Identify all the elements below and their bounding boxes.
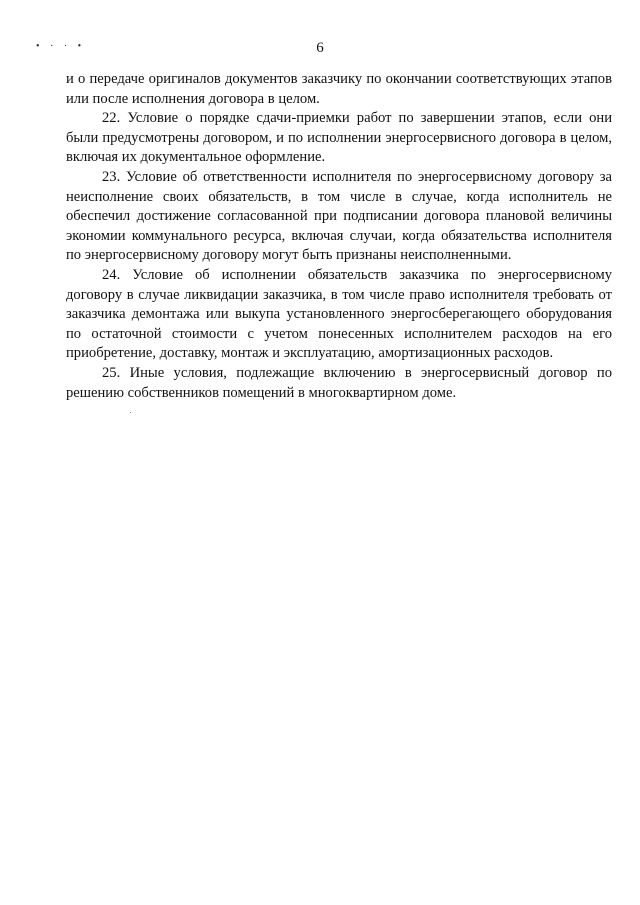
scan-artifact-marks: • · · • — [36, 41, 86, 52]
page-number: 6 — [316, 40, 324, 56]
paragraph-item-24: 24. Условие об исполнении обязательств заказчика по энергосервисному договору в случае ликвидации заказчика, в том числе право исполнителя требовать от заказчика демонтажа или выкупа установленного энергосберегающего оборудования по остаточной стоимости с учетом понесенных исполнителем расходов на его приобретение, доставку, монтаж и эксплуатацию, амортизационных расходов. — [66, 266, 612, 362]
paragraph-continuation: и о передаче оригиналов документов заказчику по окончании соответствующих этапов или после исполнения договора в целом. — [66, 71, 612, 107]
paragraph-item-25: 25. Иные условия, подлежащие включению в энергосервисный договор по решению собственников помещений в многоквартирном доме. — [66, 364, 612, 401]
document-body — [66, 70, 612, 403]
paragraph-item-22: 22. Условие о порядке сдачи-приемки работ по завершении этапов, если они были предусмотрены договором, и по исполнении энергосервисного договора в целом, включая их документальное оформление. — [66, 110, 612, 166]
scan-artifact-dot — [130, 412, 131, 413]
paragraph-item-23: 23. Условие об ответственности исполнителя по энергосервисному договору за неисполнение своих обязательств, в том числе в случае, когда исполнитель не обеспечил достижение согласованной при подписании договора плановой величины экономии коммунального ресурса, включая случаи, когда обязательства исполнителя по энергосервисному договору могут быть признаны неисполненными. — [66, 168, 612, 264]
